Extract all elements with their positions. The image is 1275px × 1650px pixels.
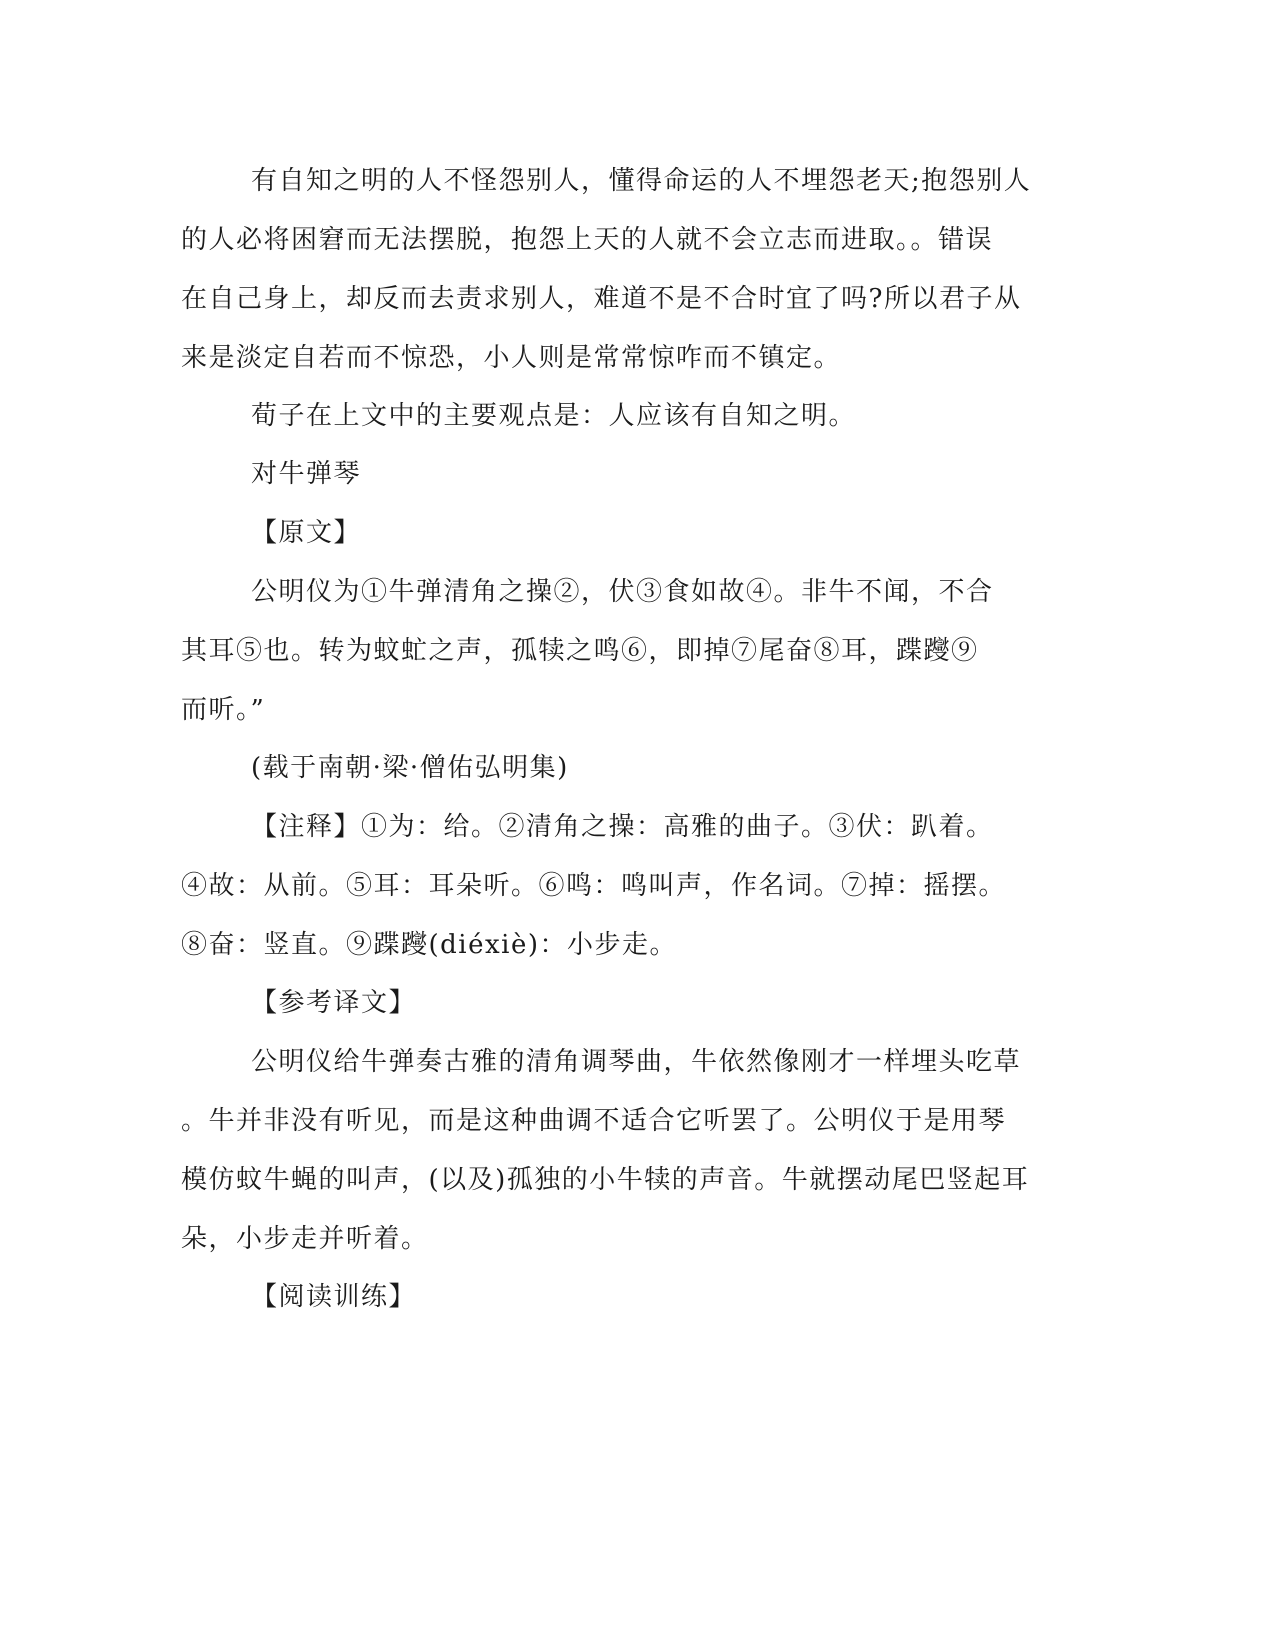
text-line: 的人必将困窘而无法摆脱，抱怨上天的人就不会立志而进取。。错误	[181, 225, 994, 255]
text-line: 。牛并非没有听见，而是这种曲调不适合它听罢了。公明仪于是用琴	[181, 1106, 1007, 1136]
section-heading: 【原文】	[251, 518, 362, 548]
text-line: ④故：从前。⑤耳：耳朵听。⑥鸣：鸣叫声，作名词。⑦掉：摇摆。	[181, 871, 1007, 901]
section-heading: 【参考译文】	[251, 988, 417, 1018]
text-line: 有自知之明的人不怪怨别人，懂得命运的人不埋怨老天;抱怨别人	[251, 166, 1032, 196]
text-line: 【注释】①为：给。②清角之操：高雅的曲子。③伏：趴着。	[251, 812, 994, 842]
source-note: (载于南朝·梁·僧佑弘明集)	[251, 753, 569, 783]
text-line: 公明仪给牛弹奏古雅的清角调琴曲，牛依然像刚才一样埋头吃草	[251, 1047, 1022, 1077]
text-line: 荀子在上文中的主要观点是：人应该有自知之明。	[251, 401, 857, 431]
text-line: 在自己身上，却反而去责求别人，难道不是不合时宜了吗?所以君子从	[181, 284, 1022, 314]
text-line: 模仿蚊牛蝇的叫声，(以及)孤独的小牛犊的声音。牛就摆动尾巴竖起耳	[181, 1165, 1030, 1195]
section-title: 对牛弹琴	[251, 459, 362, 489]
text-line: 其耳⑤也。转为蚊虻之声，孤犊之鸣⑥，即掉⑦尾奋⑧耳，蹀躞⑨	[181, 636, 979, 666]
text-line: ⑧奋：竖直。⑨蹀躞(diéxiè)：小步走。	[181, 930, 677, 960]
text-line: 朵，小步走并听着。	[181, 1224, 429, 1254]
text-line: 公明仪为①牛弹清角之操②，伏③食如故④。非牛不闻，不合	[251, 577, 994, 607]
section-heading: 【阅读训练】	[251, 1282, 417, 1312]
text-line: 而听。”	[181, 695, 266, 725]
text-line: 来是淡定自若而不惊恐，小人则是常常惊咋而不镇定。	[181, 343, 842, 373]
